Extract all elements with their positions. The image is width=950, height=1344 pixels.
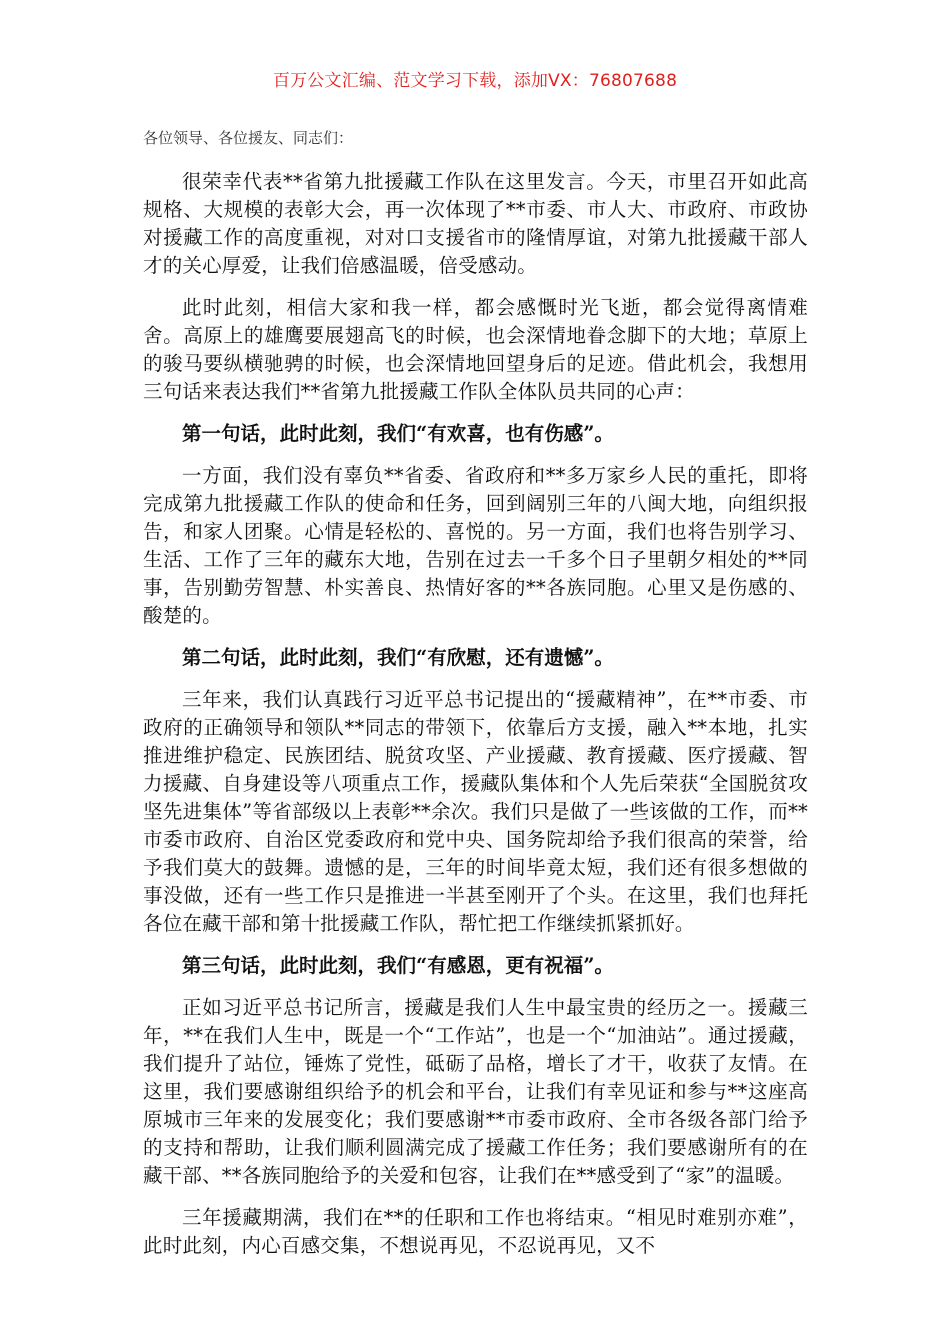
section-heading-1: 第一句话，此时此刻，我们“有欢喜，也有伤感”。 bbox=[182, 422, 614, 445]
paragraph-6: 三年援藏期满，我们在**的任职和工作也将结束。“相见时难别亦难”，此时此刻，内心百感交集，不想说再见，不忍说再见，又不 bbox=[143, 1206, 808, 1257]
paragraph-2: 此时此刻，相信大家和我一样，都会感慨时光飞逝，都会觉得离情难舍。高原上的雄鹰要展翅高飞的时候，也会深情地眷念脚下的大地；草原上的骏马要纵横驰骋的时候，也会深情地回望身后的足迹。借此机会，我想用三句话来表达我们**省第九批援藏工作队全体队员共同的心声： bbox=[143, 296, 808, 403]
paragraph-4: 三年来，我们认真践行习近平总书记提出的“援藏精神”，在**市委、市政府的正确领导和领队**同志的带领下，依靠后方支援，融入**本地，扎实推进维护稳定、民族团结、脱贫攻坚、产业援藏、教育援藏、医疗援藏、智力援藏、自身建设等八项重点工作，援藏队集体和个人先后荣获“全国脱贫攻坚先进集体”等省部级以上表彰**余次。我们只是做了一些该做的工作，而**市委市政府、自治区党委政府和党中央、国务院却给予我们很高的荣誉，给予我们莫大的鼓舞。遗憾的是，三年的时间毕竟太短，我们还有很多想做的事没做，还有一些工作只是推进一半甚至刚开了个头。在这里，我们也拜托各位在藏干部和第十批援藏工作队，帮忙把工作继续抓紧抓好。 bbox=[143, 688, 808, 935]
header-banner: 百万公文汇编、范文学习下载，添加VX：76807688 bbox=[272, 71, 678, 91]
paragraph-3: 一方面，我们没有辜负**省委、省政府和**多万家乡人民的重托，即将完成第九批援藏工作队的使命和任务，回到阔别三年的八闽大地，向组织报告，和家人团聚。心情是轻松的、喜悦的。另一方面，我们也将告别学习、生活、工作了三年的藏东大地，告别在过去一千多个日子里朝夕相处的**同事，告别勤劳智慧、朴实善良、热情好客的**各族同胞。心里又是伤感的、酸楚的。 bbox=[143, 464, 808, 627]
paragraph-5: 正如习近平总书记所言，援藏是我们人生中最宝贵的经历之一。援藏三年，**在我们人生中，既是一个“工作站”，也是一个“加油站”。通过援藏，我们提升了站位，锤炼了党性，砥砺了品格，增长了才干，收获了友情。在这里，我们要感谢组织给予的机会和平台，让我们有幸见证和参与**这座高原城市三年来的发展变化；我们要感谢**市委市政府、全市各级各部门给予的支持和帮助，让我们顺利圆满完成了援藏工作任务；我们要感谢所有的在藏干部、**各族同胞给予的关爱和包容，让我们在**感受到了“家”的温暖。 bbox=[143, 996, 808, 1187]
section-heading-2: 第二句话，此时此刻，我们“有欣慰，还有遗憾”。 bbox=[182, 646, 614, 669]
salutation: 各位领导、各位援友、同志们： bbox=[143, 129, 354, 147]
document-body bbox=[143, 128, 808, 1274]
paragraph-1: 很荣幸代表**省第九批援藏工作队在这里发言。今天，市里召开如此高规格、大规模的表彰大会，再一次体现了**市委、市人大、市政府、市政协对援藏工作的高度重视，对对口支援省市的隆情厚谊，对第九批援藏干部人才的关心厚爱，让我们倍感温暖，倍受感动。 bbox=[143, 170, 808, 277]
section-heading-3: 第三句话，此时此刻，我们“有感恩，更有祝福”。 bbox=[182, 954, 614, 977]
